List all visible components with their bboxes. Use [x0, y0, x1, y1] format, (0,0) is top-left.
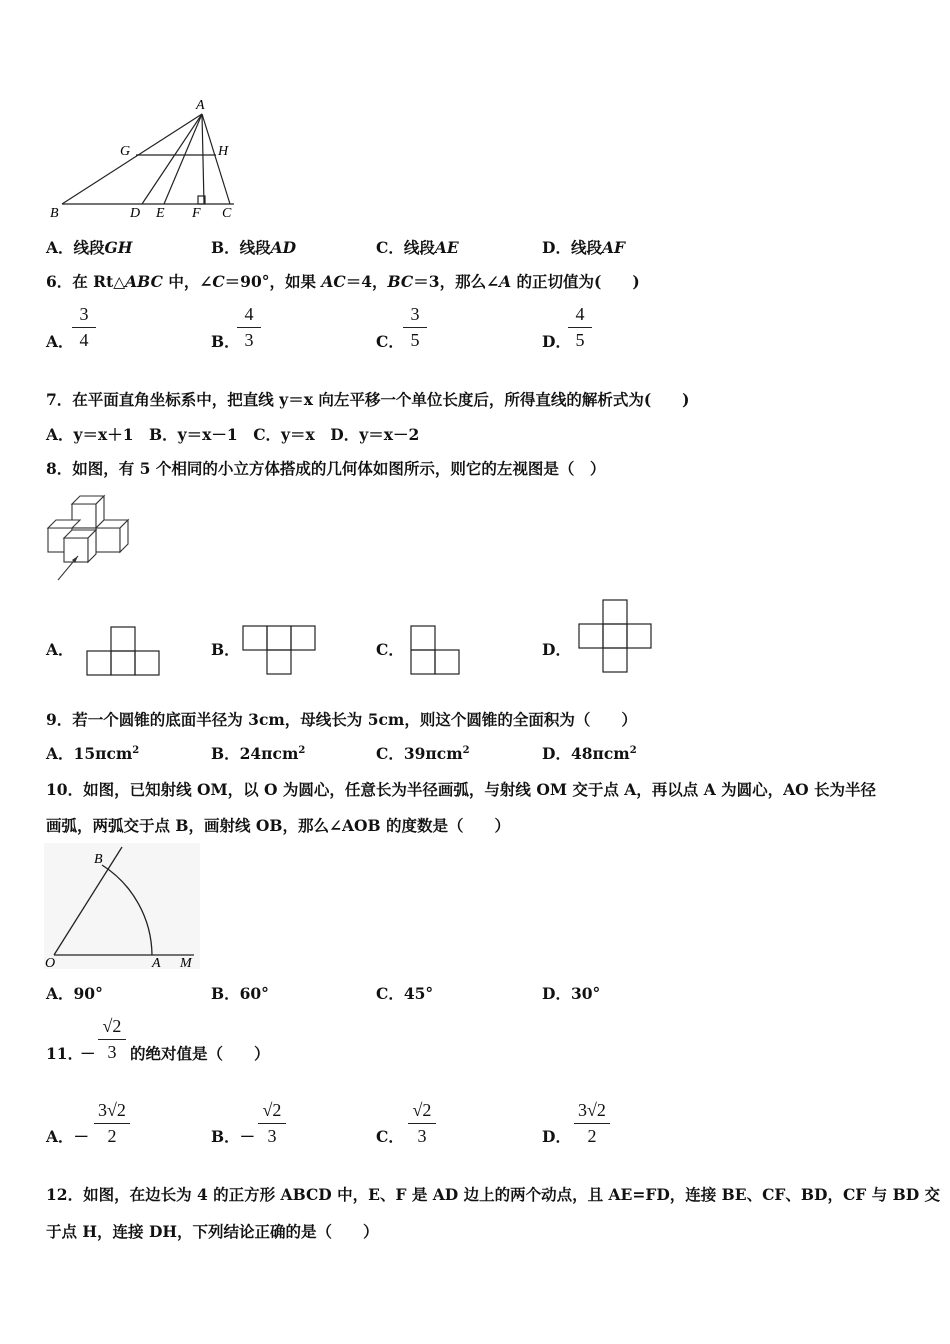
q11-fraction-a: 3√2 2 — [94, 1100, 130, 1147]
q11-number: 11． — [46, 1044, 84, 1063]
q5-option-d[interactable]: D．线段AF — [542, 238, 625, 257]
label-b: B — [94, 852, 103, 867]
label-e: E — [156, 206, 165, 221]
q11-minus: － — [80, 1044, 96, 1063]
q11-option-a[interactable]: A．－ — [46, 1127, 90, 1146]
q11-option-c[interactable]: C． — [376, 1127, 404, 1146]
arc-figure — [44, 843, 204, 971]
q6-fraction-b: 4 3 — [237, 304, 261, 351]
label-d: D — [130, 206, 141, 221]
q5-option-b[interactable]: B．线段AD — [211, 238, 297, 257]
label-h: H — [218, 144, 229, 159]
q8-view-a — [86, 626, 160, 676]
q6-option-d[interactable]: D． — [542, 332, 571, 351]
q6-option-b[interactable]: B． — [211, 332, 240, 351]
q10-option-d[interactable]: D．30° — [542, 984, 601, 1003]
q6-stem: 6．在 Rt△ABC 中，∠C＝90°，如果 AC＝4，BC＝3，那么∠A 的正切值为( ) — [46, 272, 640, 291]
q11-fraction-b: √2 3 — [258, 1100, 286, 1147]
label-m: M — [180, 956, 192, 971]
q9-option-b[interactable]: B．24πcm$^2$ — [211, 744, 306, 763]
q6-fraction-a: 3 4 — [72, 304, 96, 351]
q11-fraction: √2 3 — [98, 1016, 126, 1063]
q8-option-b[interactable]: B． — [211, 640, 240, 659]
q8-view-d — [578, 599, 652, 675]
q10-option-b[interactable]: B．60° — [211, 984, 269, 1003]
label-o: O — [45, 956, 56, 971]
label-f: F — [192, 206, 201, 221]
q12-stem-line1: 12．如图，在边长为 4 的正方形 ABCD 中，E、F 是 AD 边上的两个动点，且 AE=FD，连接 BE、CF、BD，CF 与 BD 交 — [46, 1185, 941, 1204]
q8-option-a[interactable]: A． — [46, 640, 74, 659]
q11-option-b[interactable]: B．－ — [211, 1127, 256, 1146]
q10-option-a[interactable]: A．90° — [46, 984, 103, 1003]
label-c: C — [222, 206, 232, 221]
cubes-figure — [44, 492, 134, 584]
q10-stem-line2: 画弧，两弧交于点 B，画射线 OB，那么∠AOB 的度数是（ ） — [46, 816, 511, 835]
q11-fraction-c: √2 3 — [408, 1100, 436, 1147]
q11-tail: 的绝对值是（ ） — [130, 1044, 270, 1063]
q10-stem-line1: 10．如图，已知射线 OM，以 O 为圆心，任意长为半径画弧，与射线 OM 交于点 A，再以点 A 为圆心，AO 长为半径 — [46, 780, 877, 799]
triangle-figure — [44, 96, 244, 226]
label-a: A — [196, 98, 205, 113]
q6-option-a[interactable]: A． — [46, 332, 74, 351]
q12-stem-line2: 于点 H，连接 DH，下列结论正确的是（ ） — [46, 1222, 379, 1241]
q9-stem: 9．若一个圆锥的底面半径为 3cm，母线长为 5cm，则这个圆锥的全面积为（ ） — [46, 710, 637, 729]
q8-stem: 8．如图，有 5 个相同的小立方体搭成的几何体如图所示，则它的左视图是（ ） — [46, 459, 606, 478]
q8-view-c — [410, 625, 460, 675]
q11-fraction-d: 3√2 2 — [574, 1100, 610, 1147]
q9-option-c[interactable]: C．39πcm$^2$ — [376, 744, 470, 763]
q8-view-b — [242, 625, 316, 675]
q9-option-a[interactable]: A．15πcm$^2$ — [46, 744, 140, 763]
q5-option-c[interactable]: C．线段AE — [376, 238, 459, 257]
q10-option-c[interactable]: C．45° — [376, 984, 434, 1003]
label-g: G — [120, 144, 131, 159]
q6-fraction-d: 4 5 — [568, 304, 592, 351]
q7-stem: 7．在平面直角坐标系中，把直线 y＝x 向左平移一个单位长度后，所得直线的解析式为( ) — [46, 390, 690, 409]
q6-option-c[interactable]: C． — [376, 332, 404, 351]
q5-option-a[interactable]: A．线段GH — [46, 238, 133, 257]
q7-options[interactable]: A．y＝x＋1 B．y＝x－1 C．y＝x D．y＝x－2 — [46, 425, 420, 444]
label-a: A — [152, 956, 161, 971]
q8-option-c[interactable]: C． — [376, 640, 404, 659]
label-b: B — [50, 206, 59, 221]
q9-option-d[interactable]: D．48πcm$^2$ — [542, 744, 637, 763]
q11-option-d[interactable]: D． — [542, 1127, 571, 1146]
q6-fraction-c: 3 5 — [403, 304, 427, 351]
q8-option-d[interactable]: D． — [542, 640, 571, 659]
